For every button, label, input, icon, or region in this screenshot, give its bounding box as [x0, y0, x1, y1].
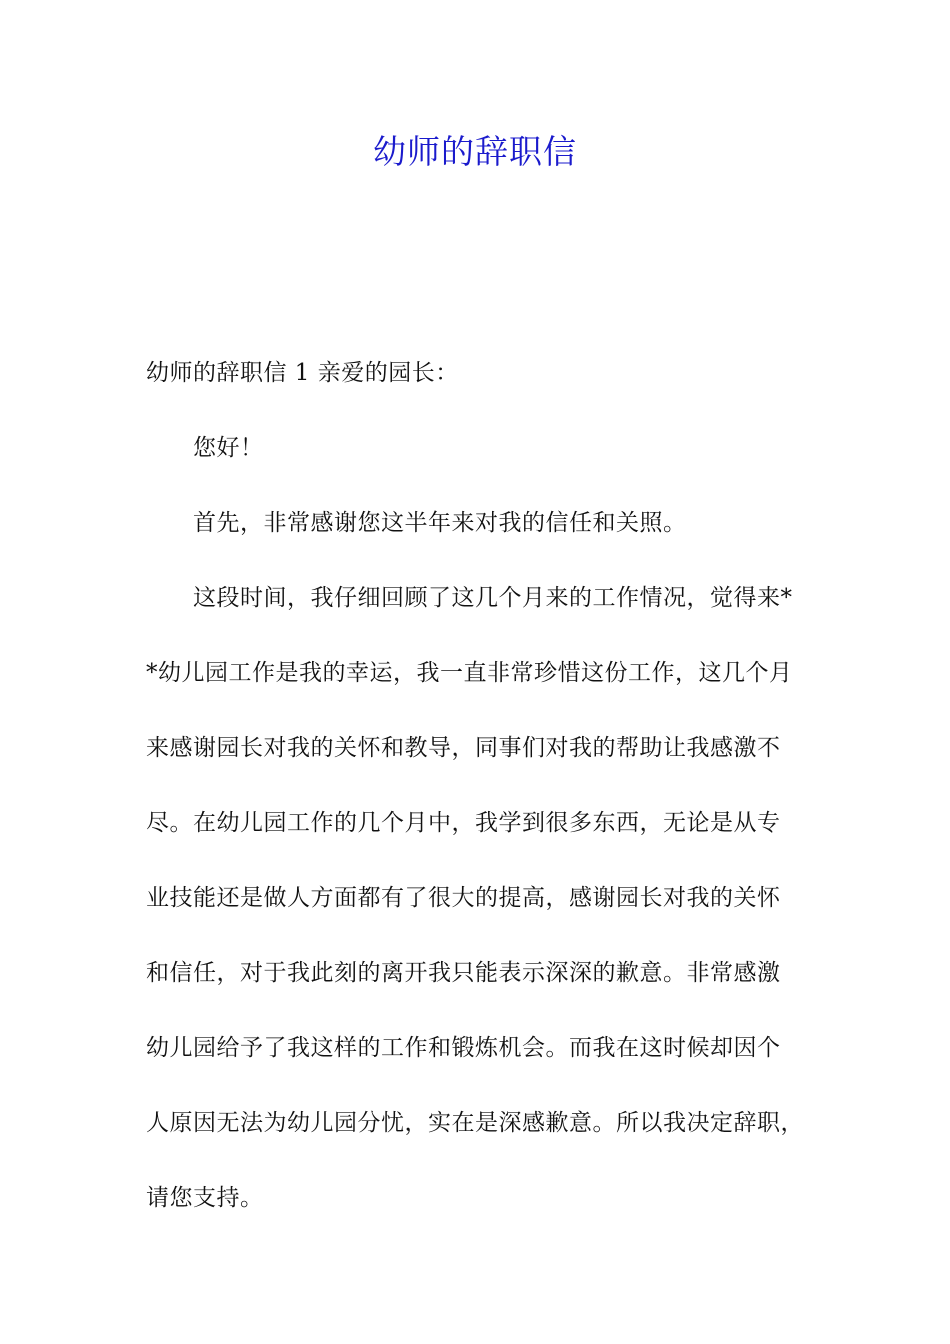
- paragraph-line: 这段时间，我仔细回顾了这几个月来的工作情况，觉得来*: [193, 585, 793, 611]
- letter-body: [146, 336, 826, 1236]
- paragraph-line: 请您支持。: [146, 1185, 264, 1211]
- paragraph-line: 人原因无法为幼儿园分忧，实在是深感歉意。所以我决定辞职，: [146, 1110, 804, 1136]
- greeting-line: 您好！: [193, 435, 264, 461]
- paragraph-line: 尽。在幼儿园工作的几个月中，我学到很多东西，无论是从专: [146, 810, 781, 836]
- paragraph-line: *幼儿园工作是我的幸运，我一直非常珍惜这份工作，这几个月: [146, 660, 793, 686]
- paragraph-line: 和信任，对于我此刻的离开我只能表示深深的歉意。非常感激: [146, 960, 781, 986]
- paragraph-line: 首先，非常感谢您这半年来对我的信任和关照。: [193, 510, 687, 536]
- paragraph-line: 幼儿园给予了我这样的工作和锻炼机会。而我在这时候却因个: [146, 1035, 781, 1061]
- salutation-line: 幼师的辞职信 1 亲爱的园长：: [146, 360, 459, 386]
- paragraph-line: 来感谢园长对我的关怀和教导，同事们对我的帮助让我感激不: [146, 735, 781, 761]
- document-title: 幼师的辞职信: [373, 132, 577, 171]
- paragraph-line: 业技能还是做人方面都有了很大的提高，感谢园长对我的关怀: [146, 885, 781, 911]
